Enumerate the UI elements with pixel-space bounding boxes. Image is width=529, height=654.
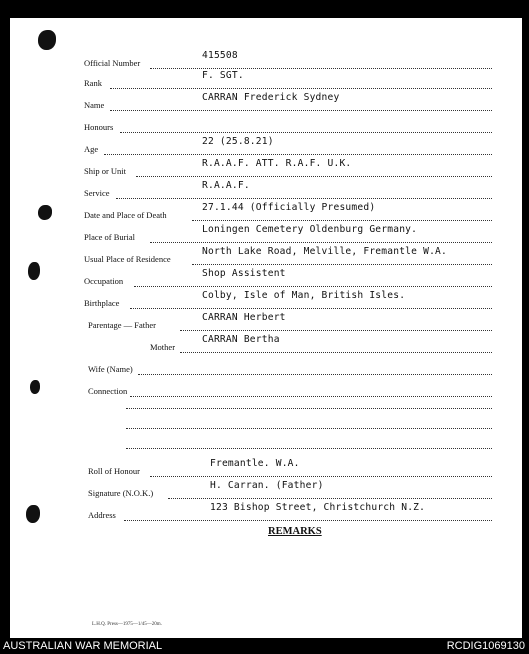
dotted-line-signature: [168, 498, 492, 499]
punch-hole-4: [30, 380, 40, 394]
value-father: CARRAN Herbert: [202, 312, 286, 323]
value-age: 22 (25.8.21): [202, 136, 274, 147]
label-service: Service: [84, 188, 110, 198]
value-mother: CARRAN Bertha: [202, 334, 280, 345]
dotted-line-address: [124, 520, 492, 521]
dotted-line-official-number: [150, 68, 492, 69]
punch-hole-2: [38, 205, 52, 220]
scan-border-left: [0, 0, 10, 640]
dotted-line-ship-or-unit: [136, 176, 492, 177]
label-wife: Wife (Name): [88, 364, 133, 374]
dotted-line-place-of-burial: [150, 242, 492, 243]
dotted-line-service: [116, 198, 492, 199]
label-connection: Connection: [88, 386, 128, 396]
value-roll-of-honour: Fremantle. W.A.: [210, 458, 300, 469]
label-official-number: Official Number: [84, 58, 141, 68]
label-address: Address: [88, 510, 116, 520]
dotted-line-connection-2: [126, 408, 492, 409]
scan-border-top: [0, 0, 529, 18]
label-rank: Rank: [84, 78, 102, 88]
footer-reference: RCDIG1069130: [446, 640, 525, 652]
value-official-number: 415508: [202, 50, 238, 61]
punch-hole-3: [28, 262, 40, 280]
dotted-line-honours: [120, 132, 492, 133]
dotted-line-occupation: [134, 286, 492, 287]
value-rank: F. SGT.: [202, 70, 244, 81]
label-age: Age: [84, 144, 99, 154]
dotted-line-birthplace: [130, 308, 492, 309]
dotted-line-date-place-death: [192, 220, 492, 221]
label-mother: Mother: [150, 342, 176, 352]
value-date-place-death: 27.1.44 (Officially Presumed): [202, 202, 376, 213]
label-place-of-burial: Place of Burial: [84, 232, 135, 242]
dotted-line-connection-1: [130, 396, 492, 397]
dotted-line-connection-4: [126, 448, 492, 449]
footer-institution: AUSTRALIAN WAR MEMORIAL: [3, 640, 163, 652]
dotted-line-connection-3: [126, 428, 492, 429]
dotted-line-age: [104, 154, 492, 155]
label-signature: Signature (N.O.K.): [88, 488, 154, 498]
value-signature: H. Carran. (Father): [210, 480, 324, 491]
label-birthplace: Birthplace: [84, 298, 120, 308]
label-date-place-death: Date and Place of Death: [84, 210, 167, 220]
label-occupation: Occupation: [84, 276, 124, 286]
dotted-line-wife: [138, 374, 492, 375]
label-honours: Honours: [84, 122, 114, 132]
value-birthplace: Colby, Isle of Man, British Isles.: [202, 290, 406, 301]
label-ship-or-unit: Ship or Unit: [84, 166, 127, 176]
value-address: 123 Bishop Street, Christchurch N.Z.: [210, 502, 426, 513]
dotted-line-father: [180, 330, 492, 331]
remarks-heading: REMARKS: [268, 526, 322, 537]
value-occupation: Shop Assistent: [202, 268, 286, 279]
dotted-line-mother: [180, 352, 492, 353]
value-usual-residence: North Lake Road, Melville, Fremantle W.A.: [202, 246, 448, 257]
dotted-line-roll-of-honour: [150, 476, 492, 477]
label-usual-residence: Usual Place of Residence: [84, 254, 171, 264]
dotted-line-usual-residence: [192, 264, 492, 265]
value-ship-or-unit: R.A.A.F. ATT. R.A.F. U.K.: [202, 158, 352, 169]
label-father: Parentage — Father: [88, 320, 156, 330]
punch-hole-5: [26, 505, 40, 523]
value-service: R.A.A.F.: [202, 180, 250, 191]
value-name: CARRAN Frederick Sydney: [202, 92, 340, 103]
punch-hole-1: [38, 30, 56, 50]
printer-imprint: L.H.Q. Press—1975—1/45—20m.: [92, 622, 162, 627]
value-place-of-burial: Loningen Cemetery Oldenburg Germany.: [202, 224, 418, 235]
dotted-line-rank: [110, 88, 492, 89]
dotted-line-name: [110, 110, 492, 111]
scan-border-right: [522, 0, 529, 640]
label-roll-of-honour: Roll of Honour: [88, 466, 140, 476]
label-name: Name: [84, 100, 105, 110]
